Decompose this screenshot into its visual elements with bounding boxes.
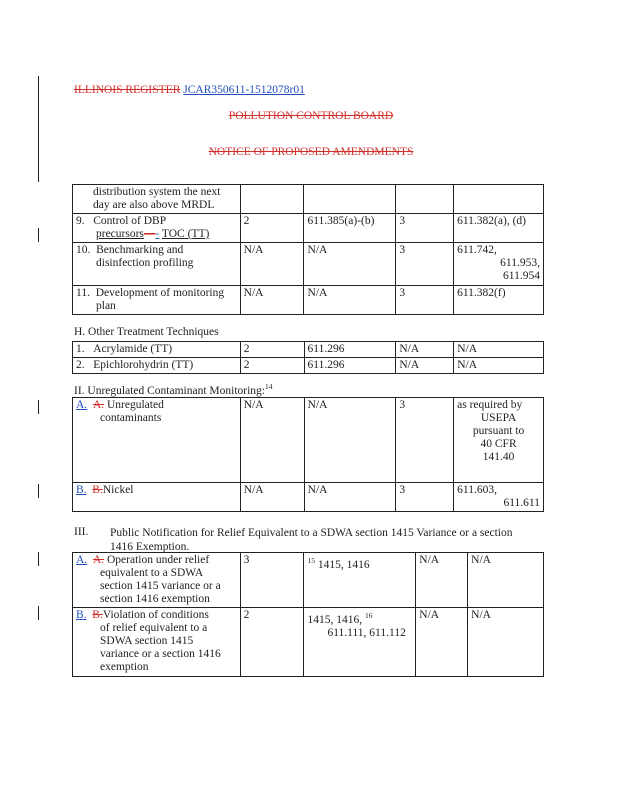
table-cell: 611.385(a)-(b) bbox=[304, 214, 396, 243]
table-cell: N/A bbox=[304, 398, 396, 483]
table-cell: 10. Benchmarking and disinfection profiling bbox=[73, 243, 241, 286]
table-cell: N/A bbox=[240, 398, 304, 483]
table-row bbox=[73, 342, 544, 358]
table-cell: 2 bbox=[240, 358, 304, 374]
public-notification-table bbox=[72, 552, 544, 677]
table-cell: B. B.Violation of conditions of relief equivalent to a SDWA section 1415 variance or a section 1416 exemption bbox=[73, 608, 241, 677]
register-header bbox=[74, 84, 305, 96]
table-cell: N/A bbox=[396, 358, 454, 374]
table-row bbox=[73, 243, 544, 286]
notice-title: NOTICE OF PROPOSED AMENDMENTS bbox=[208, 146, 414, 158]
table-row bbox=[73, 358, 544, 374]
table-cell: A. A. Unregulated contaminants bbox=[73, 398, 241, 483]
change-bar bbox=[38, 400, 39, 414]
table-row bbox=[73, 185, 544, 214]
table-cell: 3 bbox=[240, 553, 304, 608]
change-bar bbox=[38, 606, 39, 620]
table-cell: B. B.Nickel bbox=[73, 483, 241, 512]
section-ii-heading: II. Unregulated Contaminant Monitoring:$^{14}$ bbox=[74, 382, 273, 397]
table-cell: 3 bbox=[396, 483, 454, 512]
table-row bbox=[73, 553, 544, 608]
table-cell: 611.742, 611.953, 611.954 bbox=[454, 243, 544, 286]
register-struck: ILLINOIS REGISTER bbox=[74, 84, 181, 96]
table-cell: 611.296 bbox=[304, 358, 396, 374]
table-cell: 1. Acrylamide (TT) bbox=[73, 342, 241, 358]
table-cell: 611.382(f) bbox=[454, 286, 544, 315]
table-cell: A. A. Operation under relief equivalent to a SDWA section 1415 variance or a section 1416 exemption bbox=[73, 553, 241, 608]
table-cell: N/A bbox=[240, 483, 304, 512]
table-cell: N/A bbox=[304, 243, 396, 286]
table-cell: as required by USEPA pursuant to 40 CFR 141.40 bbox=[454, 398, 544, 483]
table-cell: 3 bbox=[396, 398, 454, 483]
other-treatment-table bbox=[72, 341, 544, 374]
change-bar bbox=[38, 228, 39, 242]
board-title: POLLUTION CONTROL BOARD bbox=[228, 110, 394, 122]
dbp-table bbox=[72, 184, 544, 315]
table-row bbox=[73, 608, 544, 677]
table-cell: N/A bbox=[468, 553, 544, 608]
table-cell: 3 bbox=[396, 286, 454, 315]
change-bar bbox=[38, 552, 39, 566]
table-cell: N/A bbox=[454, 358, 544, 374]
table-cell: 611.296 bbox=[304, 342, 396, 358]
section-iii-heading: Public Notification for Relief Equivalent to a SDWA section 1415 Variance or a section 1416 Exemption. bbox=[110, 527, 513, 553]
table-cell: 11. Development of monitoring plan bbox=[73, 286, 241, 315]
jcar-number: JCAR350611-1512078r01 bbox=[183, 84, 305, 96]
table-cell: N/A bbox=[304, 286, 396, 315]
table-cell: N/A bbox=[396, 342, 454, 358]
table-cell: N/A bbox=[416, 608, 468, 677]
table-cell: 2. Epichlorohydrin (TT) bbox=[73, 358, 241, 374]
section-iii-number: III. bbox=[74, 526, 89, 538]
table-cell: 2 bbox=[240, 608, 304, 677]
table-cell: distribution system the next day are also above MRDL bbox=[73, 185, 241, 214]
table-cell: N/A bbox=[454, 342, 544, 358]
table-cell: 2 bbox=[240, 342, 304, 358]
section-h-heading: H. Other Treatment Techniques bbox=[74, 326, 219, 338]
table-cell: 1415, 1416, $^{16}$ 611.111, 611.112 bbox=[304, 608, 416, 677]
table-cell: N/A bbox=[416, 553, 468, 608]
table-row bbox=[73, 398, 544, 483]
table-cell: N/A bbox=[240, 286, 304, 315]
table-cell: 3 bbox=[396, 214, 454, 243]
table-row bbox=[73, 214, 544, 243]
unregulated-table bbox=[72, 397, 544, 512]
table-row bbox=[73, 286, 544, 315]
table-cell: N/A bbox=[468, 608, 544, 677]
table-cell: $^{15}$ 1415, 1416 bbox=[304, 553, 416, 608]
table-cell: 2 bbox=[240, 214, 304, 243]
change-bar bbox=[38, 484, 39, 498]
table-cell: 611.603, 611.611 bbox=[454, 483, 544, 512]
table-row bbox=[73, 483, 544, 512]
change-bar bbox=[38, 76, 39, 182]
table-cell: 3 bbox=[396, 243, 454, 286]
table-cell: 9. Control of DBP precursors—- TOC (TT) bbox=[73, 214, 241, 243]
table-cell: N/A bbox=[240, 243, 304, 286]
table-cell: N/A bbox=[304, 483, 396, 512]
table-cell: 611.382(a), (d) bbox=[454, 214, 544, 243]
